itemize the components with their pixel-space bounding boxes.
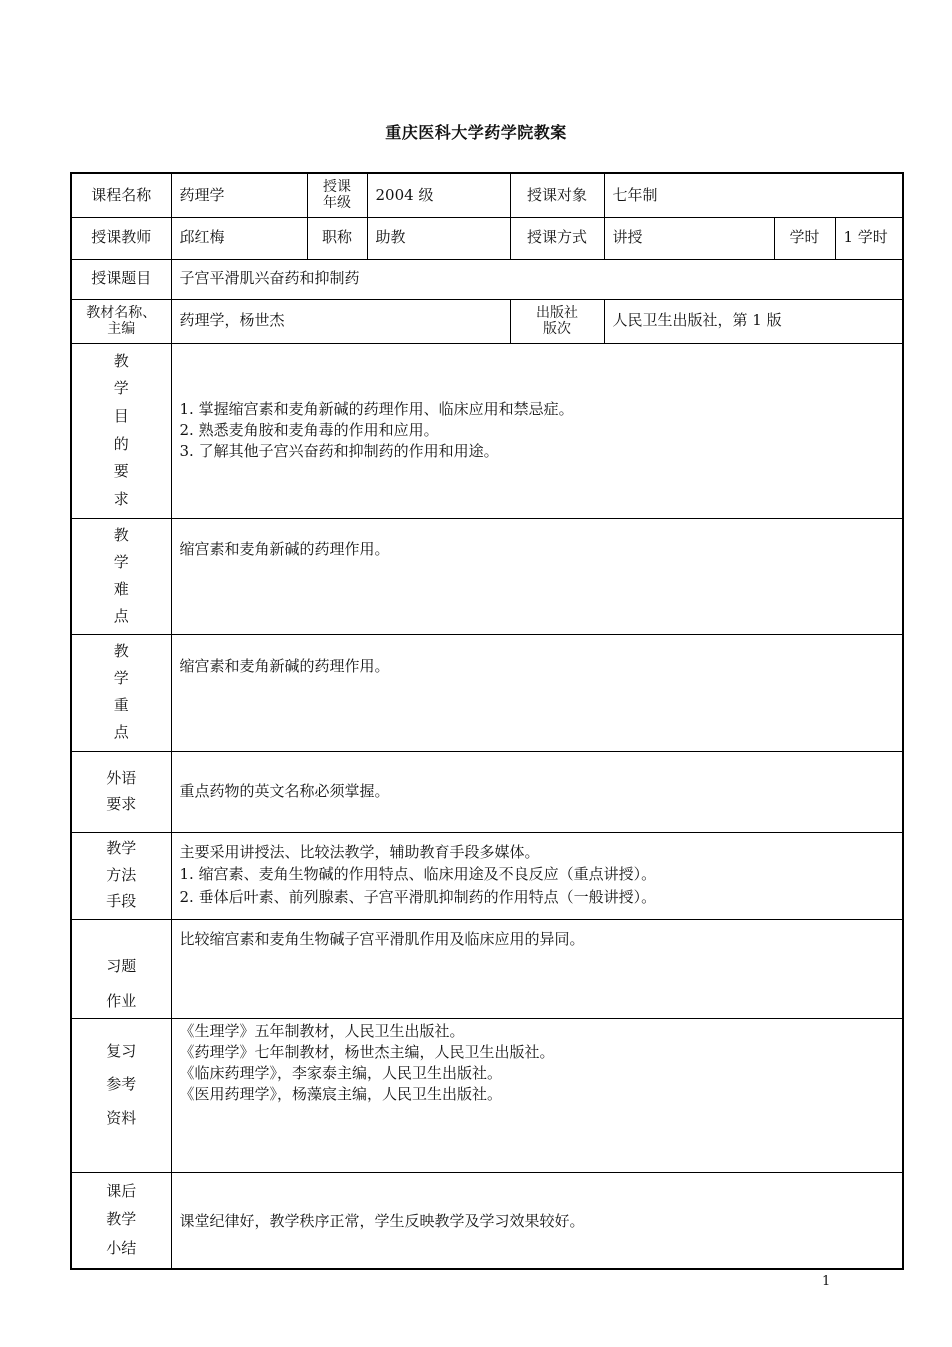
- key-points-label-char: 重: [113, 696, 129, 715]
- methods-label-line: 手段: [106, 892, 137, 911]
- references-label-line: 复习: [106, 1041, 137, 1060]
- language-text: 重点药物的英文名称必须掌握。: [179, 781, 390, 800]
- methods-content: [171, 832, 903, 919]
- references-label-line: 参考: [106, 1075, 137, 1094]
- method: 讲授: [604, 217, 774, 259]
- page-number: 1: [822, 1274, 831, 1289]
- textbook-label: [71, 299, 171, 343]
- method-label: 授课方式: [510, 217, 604, 259]
- row-summary: [71, 1172, 903, 1269]
- course-name-label: 课程名称: [71, 173, 171, 217]
- textbook: 药理学，杨世杰: [171, 299, 510, 343]
- homework-content: [171, 919, 903, 1018]
- audience-label: 授课对象: [510, 173, 604, 217]
- publisher-label-line-2: 版次: [543, 321, 571, 337]
- summary-label-line: 课后: [106, 1181, 137, 1200]
- difficulties-content: [171, 518, 903, 634]
- key-points-text: 缩宫素和麦角新碱的药理作用。: [179, 656, 390, 675]
- key-points-label-char: 教: [113, 642, 129, 661]
- audience: 七年制: [604, 173, 903, 217]
- objectives-label-char: 教: [113, 351, 129, 370]
- difficulties-label-char: 难: [113, 579, 129, 598]
- objective-item: 3. 了解其他子宫兴奋药和抑制药的作用和用途。: [179, 442, 499, 460]
- homework-text: 比较缩宫素和麦角生物碱子宫平滑肌作用及临床应用的异同。: [179, 929, 585, 948]
- objectives-label-char: 学: [113, 379, 129, 398]
- method-item: 2. 垂体后叶素、前列腺素、子宫平滑肌抑制药的作用特点（一般讲授）。: [179, 887, 657, 906]
- reference-item: 《药理学》七年制教材，杨世杰主编，人民卫生出版社。: [179, 1042, 555, 1061]
- methods-label: [71, 832, 171, 919]
- publisher-label-line-1: 出版社: [536, 304, 578, 321]
- references-label-line: 资料: [106, 1108, 137, 1127]
- references-content: [171, 1018, 903, 1172]
- summary-text: 课堂纪律好，教学秩序正常，学生反映教学及学习效果较好。: [179, 1212, 585, 1231]
- objective-item: 1. 掌握缩宫素和麦角新碱的药理作用、临床应用和禁忌症。: [179, 400, 574, 418]
- key-points-content: [171, 634, 903, 751]
- key-points-label-char: 点: [113, 723, 129, 742]
- references-label: [71, 1018, 171, 1172]
- homework-label-line: 习题: [106, 956, 137, 975]
- grade-label-line-1: 授课: [323, 179, 351, 196]
- language-label-line: 要求: [106, 794, 137, 813]
- difficulties-label-char: 学: [113, 552, 129, 571]
- row-teacher-info: [71, 217, 903, 259]
- rank-label: 职称: [307, 217, 367, 259]
- row-references: [71, 1018, 903, 1172]
- teacher-label: 授课教师: [71, 217, 171, 259]
- homework-label-line: 作业: [106, 992, 137, 1010]
- objective-item: 2. 熟悉麦角胺和麦角毒的作用和应用。: [179, 421, 439, 439]
- key-points-label: [71, 634, 171, 751]
- row-language: [71, 751, 903, 832]
- difficulties-label: [71, 518, 171, 634]
- language-label: [71, 751, 171, 832]
- objectives-content: [171, 343, 903, 518]
- rank: 助教: [367, 217, 510, 259]
- row-topic: [71, 259, 903, 299]
- key-points-label-char: 学: [113, 669, 129, 688]
- lesson-plan-table: [70, 172, 904, 1270]
- textbook-label-line-2: 主编: [107, 321, 136, 337]
- teacher: 邱红梅: [171, 217, 307, 259]
- publisher-label: [510, 299, 604, 343]
- summary-label-line: 小结: [106, 1238, 137, 1257]
- row-textbook: [71, 299, 903, 343]
- reference-item: 《医用药理学》，杨藻宸主编，人民卫生出版社。: [179, 1084, 503, 1103]
- objectives-label-char: 目: [113, 406, 129, 425]
- hours-label: 学时: [774, 217, 835, 259]
- row-key-points: [71, 634, 903, 751]
- row-objectives: [71, 343, 903, 518]
- language-content: [171, 751, 903, 832]
- difficulties-text: 缩宫素和麦角新碱的药理作用。: [179, 540, 390, 558]
- methods-label-line: 方法: [106, 865, 137, 884]
- textbook-label-line-1: 教材名称、: [86, 304, 157, 321]
- summary-label: [71, 1172, 171, 1269]
- summary-label-line: 教学: [106, 1210, 137, 1229]
- reference-item: 《生理学》五年制教材，人民卫生出版社。: [179, 1021, 465, 1040]
- reference-item: 《临床药理学》，李家泰主编，人民卫生出版社。: [179, 1063, 503, 1082]
- row-course-info: [71, 173, 903, 217]
- topic-label: 授课题目: [71, 259, 171, 299]
- grade: 2004 级: [367, 173, 510, 217]
- objectives-label-char: 要: [113, 462, 129, 481]
- page-title: 重庆医科大学药学院教案: [385, 123, 567, 142]
- topic: 子宫平滑肌兴奋药和抑制药: [171, 259, 903, 299]
- methods-label-line: 教学: [106, 839, 137, 858]
- objectives-label-char: 的: [113, 434, 129, 453]
- hours: 1 学时: [835, 217, 903, 259]
- row-methods: [71, 832, 903, 919]
- summary-content: [171, 1172, 903, 1269]
- grade-label: [307, 173, 367, 217]
- language-label-line: 外语: [106, 769, 137, 787]
- objectives-label: [71, 343, 171, 518]
- homework-label: [71, 919, 171, 1018]
- row-homework: [71, 919, 903, 1018]
- grade-label-line-2: 年级: [323, 195, 351, 212]
- row-difficulties: [71, 518, 903, 634]
- difficulties-label-char: 教: [113, 525, 129, 544]
- difficulties-label-char: 点: [113, 606, 129, 625]
- method-item: 1. 缩宫素、麦角生物碱的作用特点、临床用途及不良反应（重点讲授）。: [179, 865, 657, 883]
- method-item: 主要采用讲授法、比较法教学，辅助教育手段多媒体。: [179, 842, 540, 861]
- course-name: 药理学: [171, 173, 307, 217]
- publisher: 人民卫生出版社，第 1 版: [604, 299, 903, 343]
- objectives-label-char: 求: [113, 489, 129, 508]
